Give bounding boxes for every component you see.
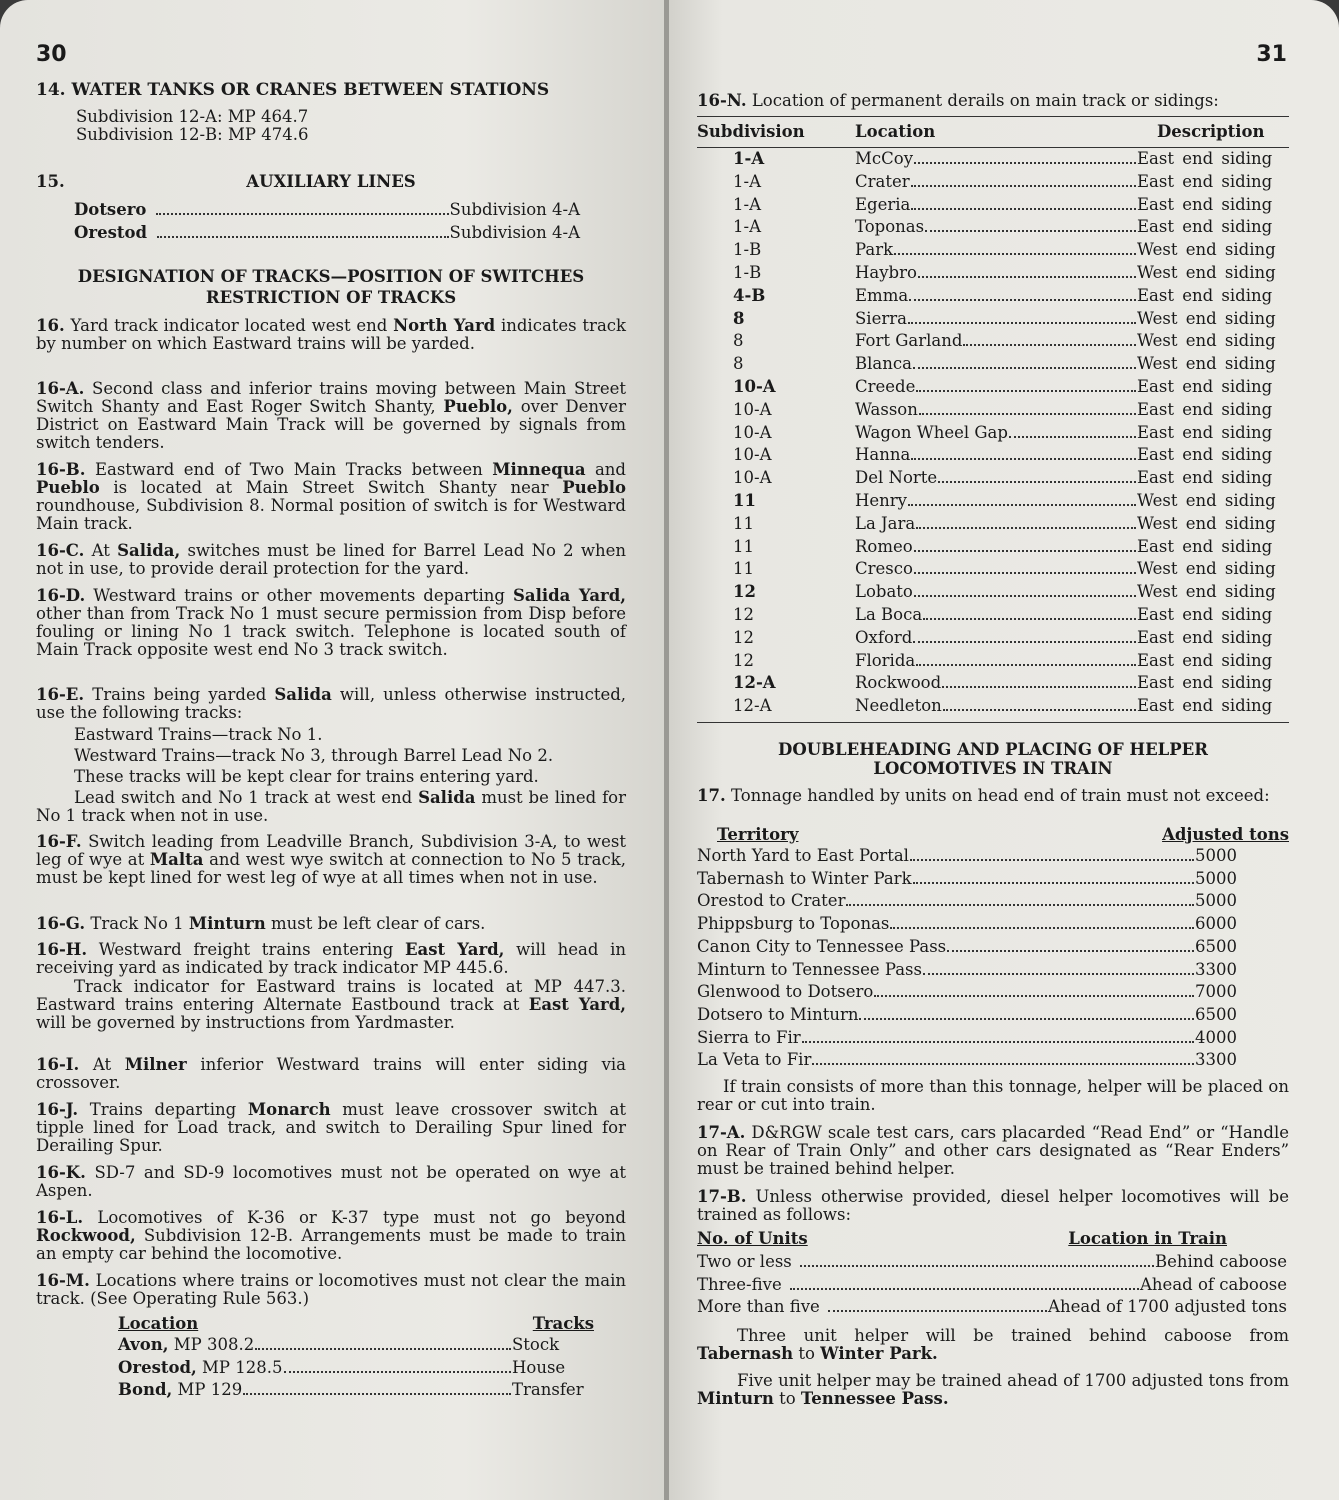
table-row <box>697 672 1289 695</box>
tonnage-table <box>697 845 1237 1072</box>
subdivision-cell: 1-B <box>733 262 762 282</box>
description-cell: East end siding <box>1137 604 1273 624</box>
table-row <box>697 581 1289 604</box>
table-row: More than five Ahead of 1700 adjusted tons <box>697 1297 1287 1317</box>
description-cell: East end siding <box>1137 696 1273 716</box>
subdivision-cell: 8 <box>733 331 744 351</box>
location-cell: Wasson <box>855 399 918 419</box>
location-cell: Wagon Wheel Gap <box>855 422 1008 442</box>
table-row <box>697 513 1289 536</box>
rule-16-k: 16-K. SD-7 and SD-9 locomotives must not be operated on wye at Aspen. <box>36 1163 627 1200</box>
description-cell: West end siding <box>1137 354 1276 374</box>
rule-16-j: 16-J. Trains departing Monarch must leave crossover switch at tipple lined for Load track, and switch to Derailing Spur lined for Derailing Spur. <box>36 1100 627 1155</box>
table-row <box>697 399 1289 422</box>
description-cell: East end siding <box>1137 217 1273 237</box>
location-cell: Rockwood <box>855 673 942 693</box>
subdivision-cell: 1-A <box>733 194 761 214</box>
table-row <box>697 262 1289 285</box>
rule-17-a: 17-A. D&RGW scale test cars, cars placarded “Read End” or “Handle on Rear of Train Only” and other cars designated as “Rear Enders” must be trained behind helper. <box>697 1123 1290 1179</box>
rules-17-column <box>697 787 1289 1409</box>
location-cell: Toponas <box>855 217 925 237</box>
location-cell: McCoy <box>855 149 914 168</box>
description-cell: East end siding <box>1137 422 1273 442</box>
table-row: Two or less Behind caboose <box>697 1252 1287 1272</box>
table-row <box>697 239 1289 262</box>
subdivision-cell: 11 <box>733 490 756 510</box>
table-row <box>697 695 1289 718</box>
location-cell: Sierra <box>855 308 907 328</box>
rule-16-f: 16-F. Switch leading from Leadville Branch, Subdivision 3-A, to west leg of wye at Malta and west wye switch at connection to No 5 track, must be kept lined for west leg of wye at all times when not in use. <box>36 832 627 887</box>
rule-16-g: 16-G. Track No 1 Minturn must be left clear of cars. <box>36 914 486 933</box>
location-cell: Del Norte <box>855 468 938 488</box>
location-cell: Romeo <box>855 536 913 556</box>
description-cell: West end siding <box>1137 262 1276 282</box>
rule-16-n-intro: 16-N. Location of permanent derails on main track or sidings: <box>697 91 1219 110</box>
table-row: Orestod, MP 128.5 House <box>118 1357 566 1377</box>
auxiliary-lines-list <box>74 199 580 244</box>
table-row <box>697 490 1289 513</box>
location-cell: Hanna <box>855 445 911 465</box>
derail-table <box>697 148 1289 718</box>
table-row <box>697 422 1289 445</box>
location-cell: Florida <box>855 650 916 670</box>
list-item: Orestod Subdivision 4-A <box>74 222 580 242</box>
table-row: Minturn to Tennessee Pass 3300 <box>697 959 1237 979</box>
right-page <box>669 0 1339 1500</box>
table-row <box>697 148 1289 171</box>
subdivision-cell: 11 <box>733 559 754 579</box>
table-row: Bond, MP 129 Transfer <box>118 1380 584 1400</box>
subdivision-cell: 1-A <box>733 149 765 168</box>
subdivision-cell: 10-A <box>733 422 772 442</box>
section-15-heading <box>36 172 626 191</box>
location-cell: Lobato <box>855 582 913 602</box>
table-row <box>697 216 1289 239</box>
description-cell: West end siding <box>1137 240 1276 260</box>
rule-16-m: 16-M. Locations where trains or locomotives must not clear the main track. (See Operating Rule 563.) <box>36 1271 627 1308</box>
description-cell: East end siding <box>1137 194 1273 214</box>
helper-note: Five unit helper may be trained ahead of 1700 adjusted tons from Minturn to Tennessee Pass. <box>697 1371 1289 1409</box>
rule-16-i: 16-I. At Milner inferior Westward trains will enter siding via crossover. <box>36 1055 627 1092</box>
location-cell: Needleton <box>855 696 942 716</box>
subdivision-cell: 12-A <box>733 673 776 693</box>
rule-16-e: 16-E. Trains being yarded Salida will, unless otherwise instructed, use the following tracks: Eastward Trains—track No 1. Westward Trains—track No 3, through Barrel Lead No 2. These tracks will be kept clear for trains entering yard. Lead switch and No 1 track at west end Salida must be lined for No 1 track when not in use. <box>36 685 627 825</box>
table-row: Three-five Ahead of caboose <box>697 1274 1287 1294</box>
table-row <box>697 558 1289 581</box>
table-row <box>697 285 1289 308</box>
description-cell: West end siding <box>1137 331 1276 351</box>
list-item: Dotsero Subdivision 4-A <box>74 200 580 219</box>
subdivision-cell: 10-A <box>733 445 772 465</box>
location-cell: Crater <box>855 171 910 191</box>
location-cell: Cresco <box>855 559 913 579</box>
location-cell: Blanca <box>855 354 912 374</box>
subdivision-cell: 12-A <box>733 696 772 716</box>
table-row <box>697 444 1289 467</box>
location-cell: Haybro <box>855 262 917 282</box>
location-cell: Fort Garland <box>855 331 963 351</box>
subdivision-cell: 1-A <box>733 171 761 191</box>
table-row: Dotsero to Minturn 6500 <box>697 1004 1237 1024</box>
description-cell: East end siding <box>1137 285 1273 305</box>
rule-16-d: 16-D. Westward trains or other movements departing Salida Yard, other than from Track No 1 must secure permission from Disp before fouling or lining No 1 track switch. Telephone is located south of Main Track opposite west end No 3 track switch. <box>36 586 627 659</box>
subdivision-cell: 10-A <box>733 468 772 488</box>
rule-17-b: 17-B. Unless otherwise provided, diesel helper locomotives will be trained as follows: <box>697 1187 1289 1225</box>
subdivision-cell: 1-A <box>733 217 761 237</box>
doubleheading-heading: DOUBLEHEADING AND PLACING OF HELPER LOCOMOTIVES IN TRAIN <box>778 740 1208 778</box>
description-cell: East end siding <box>1137 536 1273 556</box>
description-cell: East end siding <box>1137 171 1273 191</box>
table-row <box>697 353 1289 376</box>
rule-16-h: 16-H. Westward freight trains entering East Yard, will head in receiving yard as indicated by track indicator MP 445.6. Track indicator for Eastward trains is located at MP 447.3. Eastward trains entering Alternate Eastbound track at East Yard, will be governed by instructions from Yardmaster. <box>36 940 626 1032</box>
table-row <box>697 376 1289 399</box>
table-row <box>697 467 1289 490</box>
table-row: Orestod to Crater 5000 <box>697 891 1237 911</box>
subdivision-cell: 4-B <box>733 285 766 305</box>
location-cell: Creede <box>855 376 916 396</box>
clearance-table <box>118 1313 594 1402</box>
table-row <box>697 308 1289 331</box>
table-row <box>697 330 1289 353</box>
table-row <box>697 650 1289 673</box>
table-row: Phippsburg to Toponas 6000 <box>697 914 1237 934</box>
location-cell: La Jara <box>855 513 916 533</box>
location-cell: La Boca <box>855 604 923 624</box>
water-tank-line: Subdivision 12-A: MP 464.7 <box>76 107 309 126</box>
description-cell: East end siding <box>1137 149 1273 168</box>
rule-16-n <box>697 92 1289 723</box>
rule-16-l: 16-L. Locomotives of K-36 or K-37 type must not go beyond Rockwood, Subdivision 12-B. Arrangements must be made to train an empty car behind the locomotive. <box>36 1208 627 1263</box>
rules-16-column <box>36 317 626 1402</box>
subdivision-cell: 11 <box>733 513 754 533</box>
description-cell: East end siding <box>1137 445 1273 465</box>
table-row: Tabernash to Winter Park 5000 <box>697 868 1237 888</box>
description-cell: East end siding <box>1137 650 1273 670</box>
description-cell: East end siding <box>1137 627 1273 647</box>
table-row <box>697 604 1289 627</box>
table-row: Glenwood to Dotsero 7000 <box>697 982 1237 1002</box>
table-row <box>697 194 1289 217</box>
rule-17: 17. Tonnage handled by units on head end of train must not exceed: <box>697 786 1270 805</box>
location-cell: Emma <box>855 285 909 305</box>
rule-16-b: 16-B. Eastward end of Two Main Tracks between Minnequa and Pueblo is located at Main Street Switch Shanty near Pueblo roundhouse, Subdivision 8. Normal position of switch is for Westward Main track. <box>36 460 626 533</box>
description-cell: West end siding <box>1137 308 1276 328</box>
rule-17-note: If train consists of more than this tonnage, helper will be placed on rear or cut into train. <box>697 1077 1289 1115</box>
page-number: 31 <box>1256 42 1287 67</box>
description-cell: West end siding <box>1137 490 1276 510</box>
section-15-title: AUXILIARY LINES <box>246 172 416 191</box>
table-row: La Veta to Fir 3300 <box>697 1050 1237 1070</box>
description-cell: West end siding <box>1137 559 1276 579</box>
subdivision-cell: 8 <box>733 354 744 374</box>
section-14-list <box>76 108 308 144</box>
subdivision-cell: 12 <box>733 582 756 602</box>
table-row <box>697 171 1289 194</box>
location-cell: Park <box>855 240 894 260</box>
rule-16-a: 16-A. Second class and inferior trains moving between Main Street Switch Shanty and East Roger Switch Shanty, Pueblo, over Denver District on Eastward Main Track will be governed by signals from switch tenders. <box>36 379 626 452</box>
table-row: North Yard to East Portal 5000 <box>697 846 1237 865</box>
left-page <box>0 0 664 1500</box>
description-cell: East end siding <box>1137 673 1273 693</box>
description-cell: West end siding <box>1137 513 1276 533</box>
water-tank-line: Subdivision 12-B: MP 474.6 <box>76 125 309 144</box>
description-cell: East end siding <box>1137 468 1273 488</box>
table-header: No. of Units Location in Train <box>697 1229 1227 1249</box>
description-cell: East end siding <box>1137 399 1273 419</box>
subdivision-cell: 12 <box>733 627 754 647</box>
subdivision-cell: 12 <box>733 604 754 624</box>
location-cell: Oxford <box>855 627 913 647</box>
subdivision-cell: 12 <box>733 650 754 670</box>
designation-heading: DESIGNATION OF TRACKS—POSITION OF SWITCHES RESTRICTION OF TRACKS <box>77 267 585 307</box>
subdivision-cell: 8 <box>733 308 745 328</box>
table-row <box>697 536 1289 559</box>
subdivision-cell: 11 <box>733 536 754 556</box>
rule-16: 16. Yard track indicator located west end North Yard indicates track by number on which Eastward trains will be yarded. <box>36 316 627 353</box>
table-row: Sierra to Fir 4000 <box>697 1027 1237 1047</box>
subdivision-cell: 10-A <box>733 376 776 396</box>
description-cell: East end siding <box>1137 376 1273 396</box>
table-header: Location Tracks <box>118 1314 594 1333</box>
location-cell: Henry <box>855 490 907 510</box>
section-15-number: 15. <box>36 172 65 191</box>
table-header: Territory Adjusted tons <box>717 825 1289 844</box>
description-cell: West end siding <box>1137 582 1276 602</box>
table-row: Avon, MP 308.2 Stock <box>118 1335 560 1354</box>
table-row: Canon City to Tennessee Pass 6500 <box>697 936 1237 956</box>
location-cell: Egeria <box>855 194 911 214</box>
helper-table <box>697 1251 1287 1319</box>
section-14-title: 14. WATER TANKS OR CRANES BETWEEN STATIONS <box>36 80 550 100</box>
table-row <box>697 627 1289 650</box>
subdivision-cell: 10-A <box>733 399 772 419</box>
rule-16-c: 16-C. At Salida, switches must be lined for Barrel Lead No 2 when not in use, to provide derail protection for the yard. <box>36 541 626 578</box>
page-number: 30 <box>36 42 67 67</box>
subdivision-cell: 1-B <box>733 240 762 260</box>
table-header: Subdivision Location Description <box>697 122 1265 141</box>
helper-note: Three unit helper will be trained behind caboose from Tabernash to Winter Park. <box>697 1326 1289 1364</box>
